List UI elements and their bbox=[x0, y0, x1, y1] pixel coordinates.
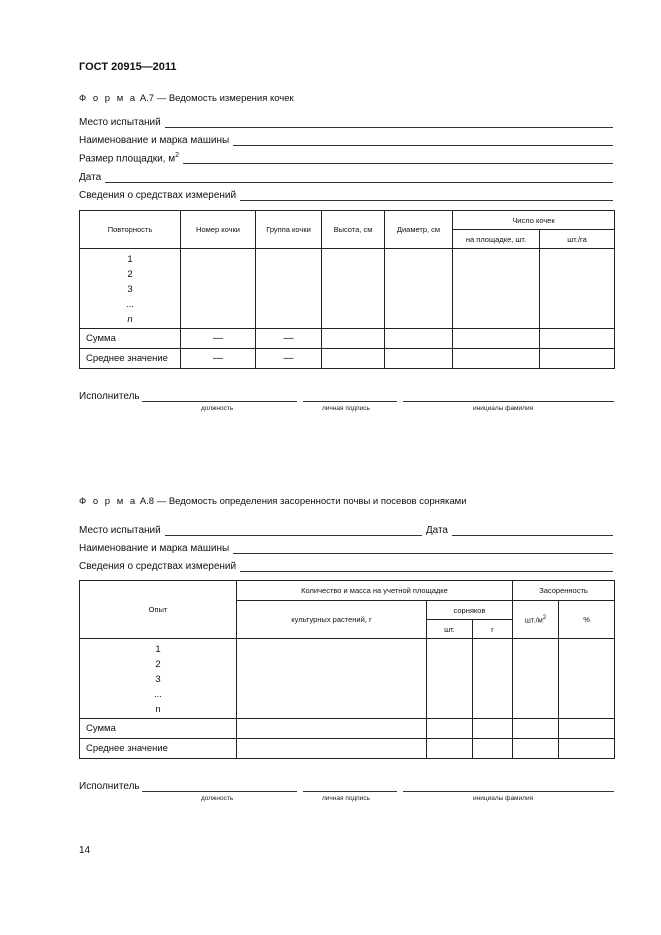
a8-cell[interactable] bbox=[559, 719, 615, 739]
a7-sum-dash: — bbox=[181, 329, 256, 349]
a7-col-height: Высота, см bbox=[322, 211, 385, 249]
a7-position-caption: должность bbox=[201, 405, 234, 412]
a7-sub-ha: шт./га bbox=[540, 230, 615, 249]
a8-col-quantity: Количество и масса на учетной площадке bbox=[237, 581, 513, 601]
a7-field-instruments bbox=[79, 188, 613, 201]
a7-row-2: 2 bbox=[127, 269, 133, 280]
a8-signature-caption: личная подпись bbox=[322, 795, 370, 802]
a8-cell[interactable] bbox=[427, 739, 473, 759]
a7-name-line[interactable] bbox=[403, 401, 614, 402]
a7-cell[interactable] bbox=[385, 329, 453, 349]
a7-machine-label: Наименование и марка машины bbox=[79, 135, 230, 146]
a8-sum-label: Сумма bbox=[80, 719, 237, 739]
a8-instruments-line[interactable] bbox=[240, 561, 613, 572]
a7-field-place bbox=[79, 115, 613, 128]
page-number: 14 bbox=[79, 845, 91, 856]
a7-table bbox=[79, 210, 615, 369]
a7-cell[interactable] bbox=[453, 249, 540, 329]
a8-avg-label: Среднее значение bbox=[80, 739, 237, 759]
a7-cell[interactable] bbox=[256, 249, 322, 329]
a8-sub-pct: % bbox=[559, 601, 615, 639]
a8-col-crops: культурных растений, г bbox=[237, 601, 427, 639]
a8-date-line[interactable] bbox=[452, 525, 613, 536]
a7-col-number: Номер кочки bbox=[181, 211, 256, 249]
form-a7-title-text: А.7 — Ведомость измерения кочек bbox=[139, 93, 294, 104]
a7-col-group: Группа кочки bbox=[256, 211, 322, 249]
a8-cell[interactable] bbox=[473, 719, 513, 739]
a8-cell[interactable] bbox=[237, 639, 427, 719]
a8-sub-per-m: $шт./м^2$ bbox=[513, 601, 559, 639]
a8-cell[interactable] bbox=[559, 639, 615, 719]
a7-place-label: Место испытаний bbox=[79, 117, 161, 128]
a7-name-caption: инициалы фамилия bbox=[473, 405, 534, 412]
a7-cell[interactable] bbox=[540, 249, 615, 329]
a8-sub-pcs: шт. bbox=[427, 620, 473, 639]
a7-signature-line[interactable] bbox=[303, 401, 397, 402]
a7-place-line[interactable] bbox=[165, 117, 613, 128]
a8-date-label: Дата bbox=[425, 525, 448, 536]
a7-cell[interactable] bbox=[540, 349, 615, 369]
a8-col-infestation: Засоренность bbox=[513, 581, 615, 601]
form-a8-title bbox=[79, 496, 467, 507]
a8-place-line[interactable] bbox=[165, 525, 422, 536]
a8-row-2: 2 bbox=[155, 659, 161, 670]
a8-field-machine bbox=[79, 541, 613, 554]
a7-instruments-label: Сведения о средствах измерений bbox=[79, 190, 237, 201]
a8-machine-label: Наименование и марка машины bbox=[79, 543, 230, 554]
a7-sum-label: Сумма bbox=[80, 329, 181, 349]
a7-size-label: Размер площадки, $м^2$ bbox=[79, 151, 179, 164]
a8-col-weeds: сорняков bbox=[427, 601, 513, 620]
a7-size-line[interactable] bbox=[183, 153, 613, 164]
a8-cell[interactable] bbox=[513, 719, 559, 739]
a8-instruments-label: Сведения о средствах измерений bbox=[79, 561, 237, 572]
a8-cell[interactable] bbox=[473, 639, 513, 719]
a8-table bbox=[79, 580, 615, 759]
a8-field-place-date bbox=[79, 523, 613, 536]
a8-rows-cell bbox=[80, 639, 237, 719]
a8-cell[interactable] bbox=[427, 719, 473, 739]
a7-avg-dash: — bbox=[256, 349, 322, 369]
a7-rows-cell bbox=[80, 249, 181, 329]
a7-executor-label: Исполнитель bbox=[79, 391, 140, 402]
a7-sub-area: на площадке, шт. bbox=[453, 230, 540, 249]
a7-cell[interactable] bbox=[322, 349, 385, 369]
a7-cell[interactable] bbox=[385, 349, 453, 369]
a7-col-diameter: Диаметр, см bbox=[385, 211, 453, 249]
a7-sum-dash: — bbox=[256, 329, 322, 349]
a8-executor-label: Исполнитель bbox=[79, 781, 140, 792]
a7-field-size bbox=[79, 151, 613, 164]
a7-row-1: 1 bbox=[127, 254, 133, 265]
a7-avg-label: Среднее значение bbox=[80, 349, 181, 369]
a8-cell[interactable] bbox=[513, 739, 559, 759]
a7-avg-dash: — bbox=[181, 349, 256, 369]
a7-signature-caption: личная подпись bbox=[322, 405, 370, 412]
a8-row-n: n bbox=[155, 704, 161, 715]
a8-name-line[interactable] bbox=[403, 791, 614, 792]
a8-machine-line[interactable] bbox=[233, 543, 613, 554]
a8-cell[interactable] bbox=[559, 739, 615, 759]
a8-row-ellipsis: ... bbox=[154, 689, 162, 700]
form-a7-title bbox=[79, 93, 294, 104]
a8-position-caption: должность bbox=[201, 795, 234, 802]
document-header: ГОСТ 20915—2011 bbox=[79, 61, 177, 73]
a8-sub-g: г bbox=[473, 620, 513, 639]
a8-cell[interactable] bbox=[513, 639, 559, 719]
form-a8-title-text: А.8 — Ведомость определения засоренности почвы и посевов сорняками bbox=[139, 496, 467, 507]
a8-cell[interactable] bbox=[473, 739, 513, 759]
a8-executor bbox=[79, 781, 614, 805]
a8-signature-line[interactable] bbox=[303, 791, 397, 792]
a7-row-3: 3 bbox=[127, 284, 133, 295]
a8-row-numbers bbox=[80, 640, 236, 717]
a7-cell[interactable] bbox=[322, 329, 385, 349]
a8-position-line[interactable] bbox=[142, 791, 297, 792]
a7-cell[interactable] bbox=[181, 249, 256, 329]
a8-field-instruments bbox=[79, 559, 613, 572]
a7-row-numbers bbox=[80, 250, 180, 327]
form-word: Ф о р м а bbox=[79, 496, 138, 507]
a7-position-line[interactable] bbox=[142, 401, 297, 402]
a8-row-1: 1 bbox=[155, 644, 161, 655]
a7-instruments-line[interactable] bbox=[240, 190, 613, 201]
a7-field-machine bbox=[79, 133, 613, 146]
a7-cell[interactable] bbox=[453, 329, 540, 349]
a8-cell[interactable] bbox=[237, 719, 427, 739]
a7-col-count: Число кочек bbox=[453, 211, 615, 230]
a7-row-n: n bbox=[127, 314, 133, 325]
a7-machine-line[interactable] bbox=[233, 135, 613, 146]
a7-col-repeat: Повторность bbox=[80, 211, 181, 249]
a7-cell[interactable] bbox=[385, 249, 453, 329]
a7-field-date bbox=[79, 170, 613, 183]
a7-cell[interactable] bbox=[540, 329, 615, 349]
a7-row-ellipsis: ... bbox=[126, 299, 134, 310]
a7-date-label: Дата bbox=[79, 172, 102, 183]
a8-cell[interactable] bbox=[427, 639, 473, 719]
a7-cell[interactable] bbox=[322, 249, 385, 329]
a7-cell[interactable] bbox=[453, 349, 540, 369]
a8-row-3: 3 bbox=[155, 674, 161, 685]
a7-date-line[interactable] bbox=[105, 172, 613, 183]
form-word: Ф о р м а bbox=[79, 93, 138, 104]
a8-name-caption: инициалы фамилия bbox=[473, 795, 534, 802]
a8-cell[interactable] bbox=[237, 739, 427, 759]
a8-col-experiment: Опыт bbox=[80, 581, 237, 639]
a7-executor bbox=[79, 391, 614, 415]
a8-place-label: Место испытаний bbox=[79, 525, 161, 536]
